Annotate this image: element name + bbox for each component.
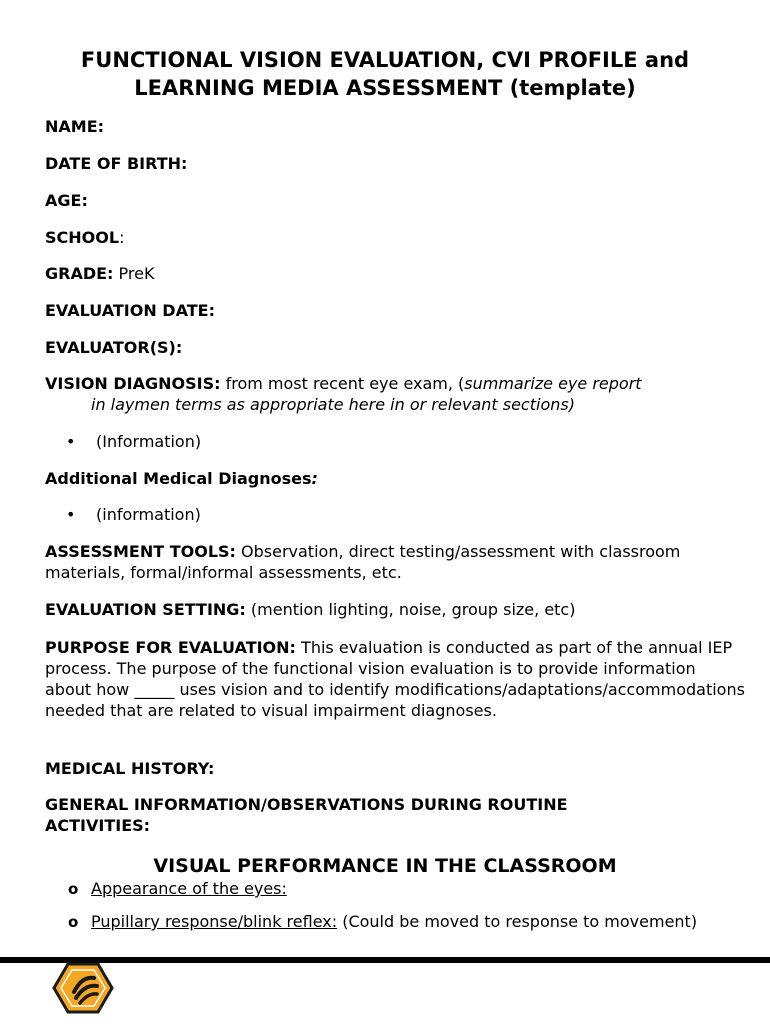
pupillary-response-note: (Could be moved to response to movement) [337, 912, 698, 931]
grade-label: GRADE: [45, 264, 114, 283]
evaluation-setting-label: EVALUATION SETTING: [45, 600, 246, 619]
dob-label: DATE OF BIRTH: [45, 154, 188, 173]
age-label: AGE: [45, 191, 88, 210]
vision-diagnosis-italic-1: summarize eye report [464, 374, 642, 393]
assessment-tools-label: ASSESSMENT TOOLS: [45, 542, 236, 561]
pupillary-response-item [91, 911, 731, 932]
name-label: NAME: [45, 117, 105, 136]
appearance-of-eyes-label: Appearance of the eyes: [91, 879, 287, 898]
vision-diagnosis-line-1 [45, 373, 735, 394]
school-field [45, 227, 735, 248]
additional-medical-label: Additional Medical Diagnoses [45, 469, 312, 488]
appearance-of-eyes-item [91, 878, 731, 899]
school-label: SCHOOL [45, 228, 120, 247]
visual-performance-heading: VISUAL PERFORMANCE IN THE CLASSROOM [153, 855, 617, 877]
document-title [0, 46, 770, 102]
evaluation-date-label: EVALUATION DATE: [45, 301, 215, 320]
assessment-tools-text: Observation, direct testing/assessment with classroom materials, formal/informal assessments, etc. [45, 542, 681, 582]
evaluation-setting-field [45, 599, 735, 620]
school-colon: : [119, 228, 125, 247]
title-line-1: FUNCTIONAL VISION EVALUATION, CVI PROFILE and [80, 48, 690, 72]
vision-diagnosis-label: VISION DIAGNOSIS: [45, 374, 221, 393]
grade-field [45, 263, 735, 284]
additional-medical-colon: : [311, 469, 318, 488]
purpose-label: PURPOSE FOR EVALUATION: [45, 638, 296, 657]
bullet-dot-icon: • [66, 505, 76, 524]
additional-medical-bullet: (information) [96, 505, 201, 524]
bullet-dot-icon: • [66, 432, 76, 451]
purpose-text: This evaluation is conducted as part of the annual IEP process. The purpose of the functional vision evaluation is to provide information about how _____ uses vision and to identify modifications/adaptations/accommodations needed that are related to visual impairment diagnoses. [45, 638, 745, 720]
pupillary-response-label: Pupillary response/blink reflex: [91, 912, 338, 931]
assessment-tools-paragraph [45, 541, 745, 583]
evaluation-setting-text: (mention lighting, noise, group size, etc) [245, 600, 576, 619]
vision-diagnosis-italic-2: in laymen terms as appropriate here in or relevant sections) [91, 395, 575, 414]
title-line-2: LEARNING MEDIA ASSESSMENT (template) [134, 76, 636, 100]
additional-medical-field [45, 468, 735, 489]
grade-value: PreK [113, 264, 155, 283]
vision-diagnosis-text: from most recent eye exam, ( [220, 374, 465, 393]
vision-diagnosis-bullet: (Information) [96, 432, 202, 451]
medical-history-label: MEDICAL HISTORY: [45, 759, 215, 778]
evaluators-label: EVALUATOR(S): [45, 338, 183, 357]
general-info-line-1: GENERAL INFORMATION/OBSERVATIONS DURING ROUTINE [45, 795, 568, 814]
footer-rule [0, 957, 770, 963]
list-marker: o [68, 913, 79, 931]
purpose-paragraph [45, 637, 745, 721]
list-marker: o [68, 880, 79, 898]
general-info-line-2: ACTIVITIES: [45, 816, 151, 835]
hexagon-logo-icon [52, 962, 114, 1014]
